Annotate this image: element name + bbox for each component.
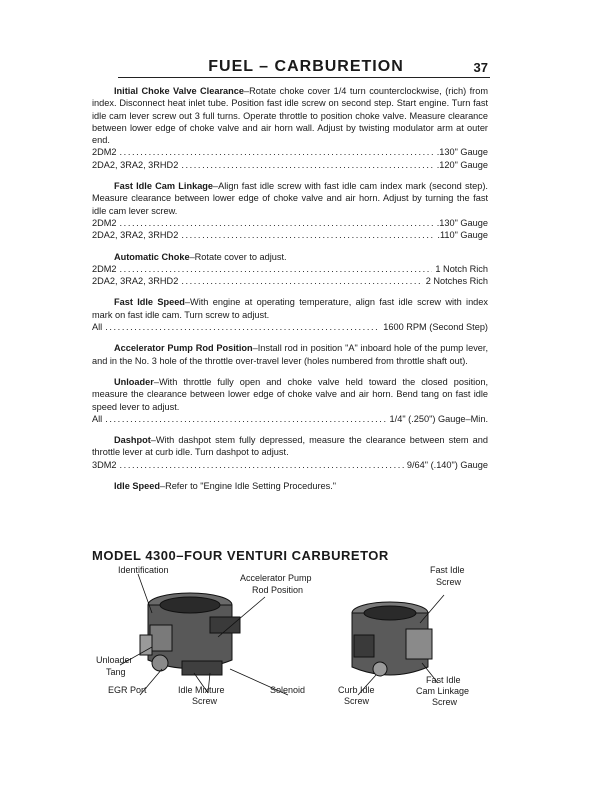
paragraph-lead: Dashpot <box>114 435 151 446</box>
spec-value: 1/4" (.250") Gauge–Min. <box>389 413 488 424</box>
section-idle-speed <box>92 480 488 492</box>
spec-row <box>92 413 488 425</box>
document-body <box>92 85 488 492</box>
spec-row <box>92 159 488 171</box>
paragraph-lead: Accelerator Pump Rod Position <box>114 343 253 354</box>
section-automatic-choke <box>92 251 488 288</box>
spec-label: All <box>92 322 103 333</box>
paragraph-text: –Rotate cover to adjust. <box>189 251 287 262</box>
spec-row <box>92 146 488 158</box>
label-curb-idle-screw: Screw <box>344 696 370 706</box>
spec-label: 2DM2 <box>92 263 117 274</box>
section-fast-idle-speed <box>92 296 488 333</box>
label-fast-idle-screw-2: Screw <box>436 577 462 587</box>
paragraph <box>92 251 488 263</box>
paragraph-text: –Align fast idle screw with fast idle cam index mark (second step). Measure clearance between lower edge of choke valve and air horn. Adjust by turning the fast idle cam lever screw. <box>92 181 488 216</box>
label-identification: Identification <box>118 565 169 575</box>
paragraph-text: –With dashpot stem fully depressed, measure the clearance between stem and throttle lever at curb idle. Turn dashpot to adjust. <box>92 435 488 458</box>
paragraph-text: –Rotate choke cover 1/4 turn counterclockwise, (rich) from index. Disconnect heat inlet tube. Position fast idle screw on second step. Start engine. Turn fast idle cam lever screw out 3 full turns. Operate throttle to position choke valve. Measure clearance between lower edge of choke valve and air horn wall. Adjust by twisting modulator arm at outer end. <box>92 86 488 146</box>
spec-label: 2DM2 <box>92 217 117 228</box>
section-dashpot <box>92 434 488 471</box>
page-title: FUEL – CARBURETION <box>208 58 404 75</box>
label-unloader: Unloader <box>96 655 133 665</box>
spec-row <box>92 459 488 471</box>
spec-label: 3DM2 <box>92 459 117 470</box>
section-fast-idle-cam <box>92 180 488 241</box>
carburetor-figure <box>90 565 490 715</box>
spec-row <box>92 275 488 287</box>
paragraph-lead: Initial Choke Valve Clearance <box>114 86 244 96</box>
label-solenoid: Solenoid <box>270 685 306 695</box>
paragraph-lead: Unloader <box>114 376 154 387</box>
spec-value: .120" Gauge <box>436 159 488 170</box>
section-accelerator-pump <box>92 342 488 367</box>
carburetor-right-photo <box>352 602 432 676</box>
paragraph-text: –With throttle fully open and choke valve held toward the closed position, measure the clearance between lower edge of choke valve and air horn. Bend tang on fast idle speed lever to adjust. <box>92 376 488 412</box>
label-accelerator-pump: Accelerator Pump <box>240 573 312 583</box>
paragraph-lead: Fast Idle Speed <box>114 297 185 308</box>
spec-row <box>92 229 488 241</box>
label-unloader-tang: Tang <box>106 667 126 677</box>
spec-value: 2 Notches Rich <box>425 276 488 287</box>
paragraph <box>92 434 488 459</box>
spec-value: .130" Gauge <box>436 217 488 228</box>
paragraph-text: –Refer to "Engine Idle Setting Procedures." <box>159 481 337 492</box>
label-idle-mixture: Idle Mixture <box>178 685 225 695</box>
spec-label: 2DA2, 3RA2, 3RHD2 <box>92 159 179 170</box>
label-curb-idle: Curb Idle <box>338 685 375 695</box>
spec-label: All <box>92 413 103 424</box>
paragraph <box>92 85 488 146</box>
spec-value: 1600 RPM (Second Step) <box>383 322 488 333</box>
paragraph-text: –With engine at operating temperature, align fast idle screw with index mark on fast idle cam. Turn screw to adjust. <box>92 297 488 320</box>
spec-value: 9/64" (.140") Gauge <box>406 459 488 470</box>
model-heading: MODEL 4300–FOUR VENTURI CARBURETOR <box>92 548 389 563</box>
spec-label: 2DM2 <box>92 147 117 158</box>
section-initial-choke <box>92 85 488 171</box>
spec-label: 2DA2, 3RA2, 3RHD2 <box>92 276 179 287</box>
spec-value: 1 Notch Rich <box>435 263 488 274</box>
label-rod-position: Rod Position <box>252 585 304 595</box>
paragraph-lead: Idle Speed <box>114 481 160 492</box>
paragraph <box>92 480 488 492</box>
paragraph <box>92 342 488 367</box>
label-fast-idle-screw: Fast Idle <box>430 565 465 575</box>
spec-row <box>92 217 488 229</box>
carburetor-left-photo <box>140 593 240 675</box>
section-unloader <box>92 376 488 425</box>
page-number: 37 <box>473 60 488 75</box>
label-fast-idle-cam-linkage: Cam Linkage <box>416 686 470 696</box>
paragraph <box>92 296 488 321</box>
label-fast-idle-cam-screw: Screw <box>432 697 458 707</box>
label-fast-idle-cam: Fast Idle <box>426 675 461 685</box>
label-egr-port: EGR Port <box>108 685 147 695</box>
paragraph <box>92 180 488 217</box>
label-idle-mixture-screw: Screw <box>192 696 218 706</box>
spec-value: .110" Gauge <box>437 230 488 241</box>
paragraph-lead: Automatic Choke <box>114 251 190 262</box>
spec-value: .130" Gauge <box>436 147 488 158</box>
paragraph-text: –Install rod in position "A" inboard hole of the pump lever, and in the No. 3 hole of the throttle over-travel lever (holes numbered from throttle shaft out). <box>92 343 488 366</box>
spec-row <box>92 263 488 275</box>
header-rule <box>118 77 490 78</box>
spec-row <box>92 321 488 333</box>
spec-label: 2DA2, 3RA2, 3RHD2 <box>92 230 179 241</box>
paragraph-lead: Fast Idle Cam Linkage <box>114 181 214 192</box>
paragraph <box>92 376 488 413</box>
